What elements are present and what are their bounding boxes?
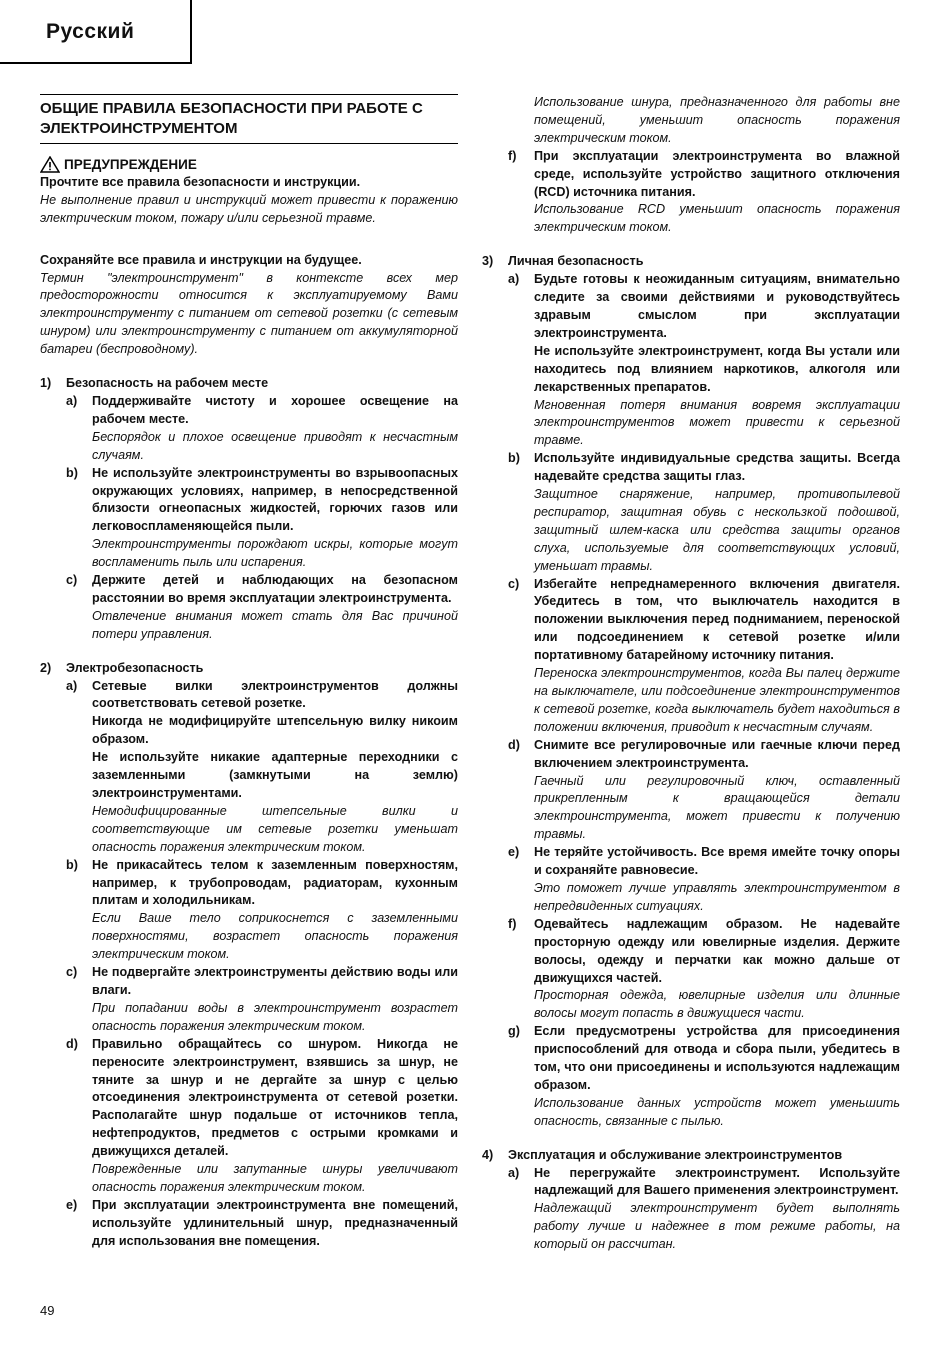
section-2-item-f: f) При эксплуатации электроинструмента во влажной среде, используйте устройство защитного отключения (RCD) источника питания. Использование RCD уменьшит опасность поражения электрическим током. — [508, 148, 900, 235]
section-4-heading: 4) Эксплуатация и обслуживание электроинструментов — [482, 1147, 843, 1162]
warning-label: ПРЕДУПРЕЖДЕНИЕ — [64, 157, 197, 172]
section-3-item-e: e) Не теряйте устойчивость. Все время имейте точку опоры и сохраняйте равновесие. Это поможет лучше управлять электроинструментом в непредвиденных ситуациях. — [508, 845, 900, 913]
warning-bold-1: Прочтите все правила безопасности и инструкции. — [40, 174, 361, 189]
section-2-item-d: d) Правильно обращайтесь со шнуром. Никогда не переносите электроинструмент, взявшись за шнур, не тяните за шнур и не дергайте за шнур с целью отсоединения электроинструмента от сетевой розетки. Располагайте шнур подальше от источников тепла, нефтепродуктов, предметов с острыми кромками и движущихся деталей. Поврежденные или запутанные шнуры увеличивают опасность поражения электрическим током. — [66, 1036, 458, 1194]
warning-heading — [40, 156, 458, 174]
page-title: ОБЩИЕ ПРАВИЛА БЕЗОПАСНОСТИ ПРИ РАБОТЕ С ЭЛЕКТРОИНСТРУМЕНТОМ — [40, 94, 458, 144]
section-3-heading: 3) Личная безопасность — [482, 254, 644, 269]
left-column — [40, 94, 458, 1251]
section-2-item-e: e) При эксплуатации электроинструмента вне помещений, используйте удлинительный шнур, предназначенный для использования вне помещения. — [66, 1197, 458, 1248]
section-3-item-b: b) Используйте индивидуальные средства защиты. Всегда надевайте средства защиты глаз. Защитное снаряжение, например, противопылевой респиратор, защитная обувь с нескользкой подошвой, защитный шлем-каска или средства защиты органов слуха, используемые для соответствующих условий, уменьшат травмы. — [508, 451, 900, 573]
section-4-item-a: a) Не перегружайте электроинструмент. Используйте надлежащий для Вашего применения электроинструмент. Надлежащий электроинструмент будет выполнять работу лучше и надежнее в том режиме работы, на который он рассчитан. — [508, 1165, 900, 1252]
warning-triangle-icon — [40, 156, 60, 173]
language-label: Русский — [46, 20, 135, 43]
warning-text-2: Термин "электроинструмент" в контексте всех мер предосторожности относится к эксплуатируемому Вами электроинструменту с питанием от сетевой розетки (с сетевым шнуром) или электроинструменту с питанием от аккумуляторной батареи (беспроводному). — [40, 270, 458, 357]
section-2-item-a: a) Сетевые вилки электроинструментов должны соответствовать сетевой розетке. Никогда не модифицируйте штепсельную вилку никоим образом. Не используйте никакие адаптерные переходники с заземленными (замкнутыми на землю) электроинструментами. Немодифицированные штепсельные вилки и соответствующие им сетевые розетки уменьшат опасность поражения электрическим током. — [66, 678, 458, 854]
section-3-item-f: f) Одевайтесь надлежащим образом. Не надевайте просторную одежду или ювелирные изделия. Держите волосы, одежду и перчатки как можно дальше от движущихся частей. Просторная одежда, ювелирные изделия или длинные волосы могут попасть в движущиеся части. — [508, 916, 900, 1021]
section-1-item-c: c) Держите детей и наблюдающих на безопасном расстоянии во время эксплуатации электроинструмента. Отвлечение внимания может стать для Вас причиной потери управления. — [66, 573, 458, 641]
section-3-item-g: g) Если предусмотрены устройства для присоединения приспособлений для отвода и сбора пыли, убедитесь в том, что они присоединены и используются надлежащим образом. Использование данных устройств может уменьшить опасность, связанные с пылью. — [508, 1024, 900, 1128]
section-3-item-c: c) Избегайте непреднамеренного включения двигателя. Убедитесь в том, что выключатель находится в положении выключения перед подниманием, переноской или подсоединением к сетевой розетке и/или портативному батарейному источнику питания. Переноска электроинструментов, когда Вы палец держите на выключателе, или подсоединение электроинструментов к сетевой розетке, когда выключатель будет находиться в положении включения, приводит к несчастным случаям. — [508, 576, 900, 734]
section-2-item-c: c) Не подвергайте электроинструменты действию воды или влаги. При попадании воды в электроинструмент возрастет опасность поражения электрическим током. — [66, 965, 458, 1033]
section-3-item-a: a) Будьте готовы к неожиданным ситуациям, внимательно следите за своими действиями и руководствуйтесь здравым смыслом при эксплуатации электроинструмента. Не используйте электроинструмент, когда Вы устали или находитесь под влиянием наркотиков, алкоголя или лекарственных препаратов. Мгновенная потеря внимания вовремя эксплуатации электроинструментов может привести к серьезной травме. — [508, 272, 900, 448]
section-1-item-b: b) Не используйте электроинструменты во взрывоопасных окружающих условиях, например, в непосредственной близости огнеопасных жидкостей, горючих газов или легковоспламеняющейся пыли. Электроинструменты порождают искры, которые могут воспламенить пыль или испарения. — [66, 465, 458, 570]
section-3-item-d: d) Снимите все регулировочные или гаечные ключи перед включением электроинструмента. Гаечный или регулировочный ключ, оставленный прикрепленным к вращающейся детали электроинструмента, может привести к получению травмы. — [508, 737, 900, 842]
page-number: 49 — [40, 1303, 55, 1318]
section-1-heading: 1) Безопасность на рабочем месте — [40, 376, 269, 391]
language-tab — [0, 0, 192, 64]
right-column — [482, 94, 900, 1254]
warning-bold-2: Сохраняйте все правила и инструкции на будущее. — [40, 252, 362, 267]
section-2-item-e-continued: Использование шнура, предназначенного для работы вне помещений, уменьшит опасность поражения электрическим током. — [534, 95, 900, 145]
section-1-item-a: a) Поддерживайте чистоту и хорошее освещение на рабочем месте. Беспорядок и плохое освещение приводят к несчастным случаям. — [66, 393, 458, 462]
section-2-heading: 2) Электробезопасность — [40, 660, 204, 675]
warning-text-1: Не выполнение правил и инструкций может привести к поражению электрическим током, пожару и/или серьезной травме. — [40, 192, 458, 225]
section-2-item-b: b) Не прикасайтесь телом к заземленным поверхностям, например, к трубопроводам, радиаторам, кухонным плитам и холодильникам. Если Ваше тело соприкоснется с заземленными поверхностями, возрастет опасность поражения электрическим током. — [66, 857, 458, 962]
